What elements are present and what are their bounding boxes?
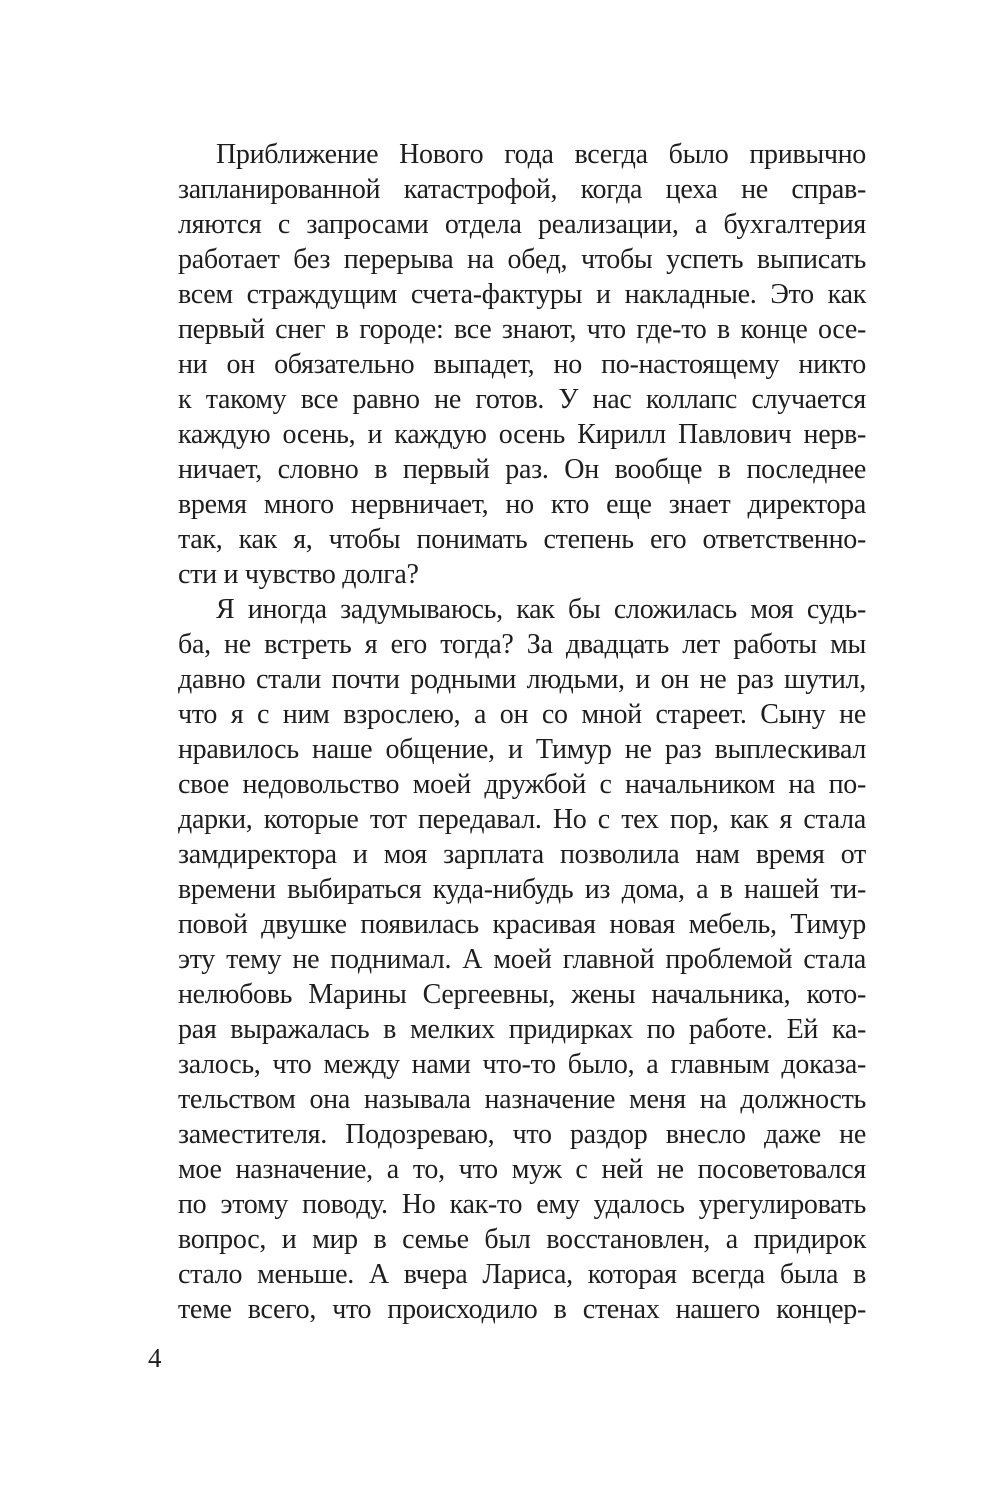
text-line: вопрос, и мир в семье был восстановлен, а придирок [178,1224,866,1255]
text-line: так, как я, чтобы понимать степень его ответственно- [178,524,866,555]
text-line: каждую осень, и каждую осень Кирилл Павлович нерв- [178,419,866,450]
text-line: залось, что между нами что-то было, а главным доказа- [178,1049,866,1080]
text-line: по этому поводу. Но как-то ему удалось урегулировать [178,1189,866,1220]
text-line: дарки, которые тот передавал. Но с тех пор, как я стала [178,804,866,835]
text-line: ляются с запросами отдела реализации, а бухгалтерия [178,209,866,240]
text-line: эту тему не поднимал. А моей главной проблемой стала [178,944,866,975]
text-line: замдиректора и моя зарплата позволила нам время от [178,839,866,870]
page-text-block [178,137,866,1327]
text-line: первый снег в городе: все знают, что где-то в конце осе- [178,314,866,345]
text-line: ни он обязательно выпадет, но по-настоящему никто [178,349,866,380]
text-line: работает без перерыва на обед, чтобы успеть выписать [178,244,866,275]
text-line: повой двушке появилась красивая новая мебель, Тимур [178,909,866,940]
text-line: время много нервничает, но кто еще знает директора [178,489,866,520]
text-line: Я иногда задумываюсь, как бы сложилась моя судь- [216,594,866,625]
text-line: рая выражалась в мелких придирках по работе. Ей ка- [178,1014,866,1045]
text-line: теме всего, что происходило в стенах нашего концер- [178,1294,866,1325]
text-line: ба, не встреть я его тогда? За двадцать лет работы мы [178,629,866,660]
text-line: свое недовольство моей дружбой с начальником на по- [178,769,866,800]
text-line: нравилось наше общение, и Тимур не раз выплескивал [178,734,866,765]
text-line: мое назначение, а то, что муж с ней не посоветовался [178,1154,866,1185]
text-line: времени выбираться куда-нибудь из дома, а в нашей ти- [178,874,866,905]
text-line: запланированной катастрофой, когда цеха не справ- [178,174,866,205]
text-line: сти и чувство долга? [178,559,419,590]
text-line: ничает, словно в первый раз. Он вообще в последнее [178,454,866,485]
text-line: давно стали почти родными людьми, и он не раз шутил, [178,664,866,695]
text-line: стало меньше. А вчера Лариса, которая всегда была в [178,1259,866,1290]
text-line: к такому все равно не готов. У нас коллапс случается [178,384,866,415]
text-line: заместителя. Подозреваю, что раздор внесло даже не [178,1119,866,1150]
text-line: нелюбовь Марины Сергеевны, жены начальника, кото- [178,979,866,1010]
text-line: тельством она называла назначение меня на должность [178,1084,866,1115]
text-line: Приближение Нового года всегда было привычно [216,139,866,170]
text-line: всем страждущим счета-фактуры и накладные. Это как [178,279,866,310]
text-line: что я с ним взрослею, а он со мной стареет. Сыну не [178,699,866,730]
page-number: 4 [148,1343,162,1373]
